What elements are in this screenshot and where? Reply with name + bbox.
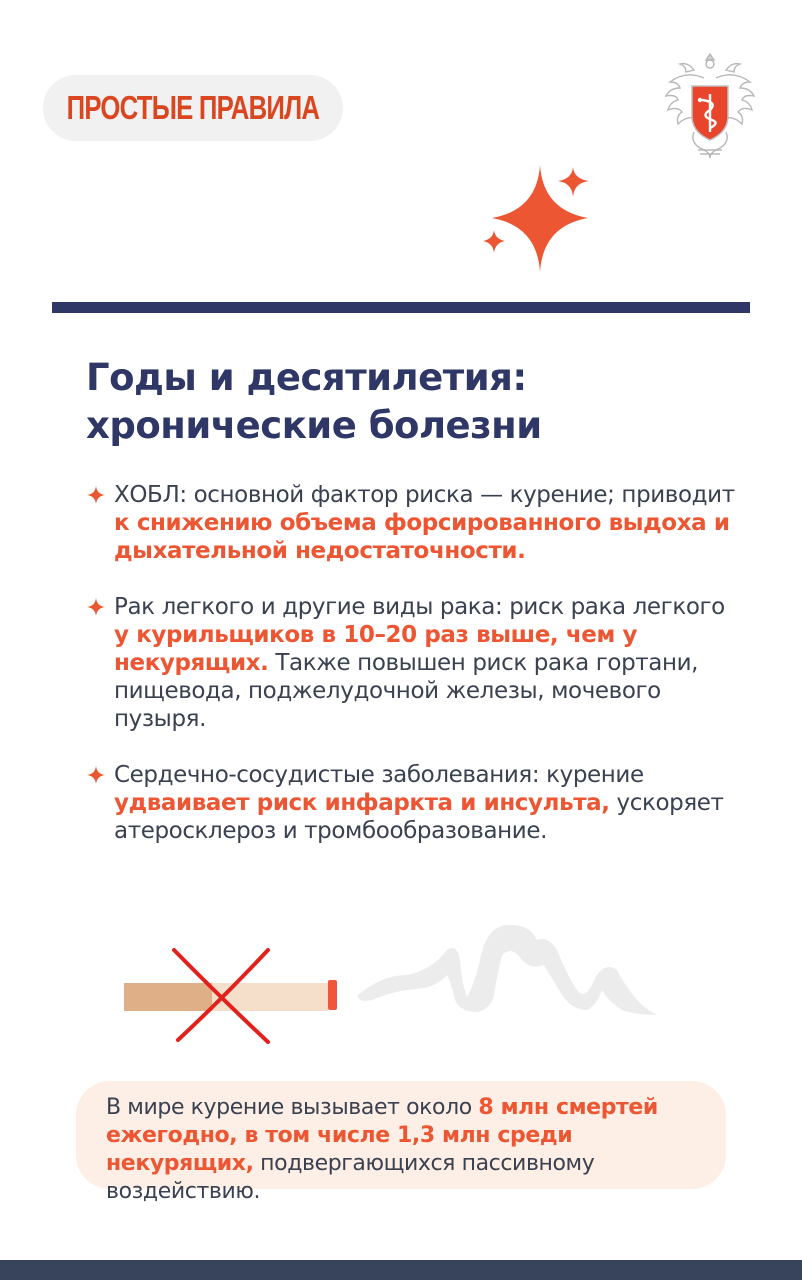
header-badge (43, 75, 343, 141)
ministry-of-health-emblem-icon (664, 50, 756, 160)
crossed-out-cigarette-icon (118, 940, 358, 1050)
smoke-icon (352, 915, 662, 1025)
title-line-1: Годы и десятилетия: (86, 356, 527, 399)
header-badge-label: ПРОСТЫЕ ПРАВИЛА (66, 89, 320, 126)
section-divider (52, 302, 750, 313)
note-text: В мире курение вызывает около 8 млн смертей ежегодно, в том числе 1,3 млн среди некурящих, подвергающихся пассивному воздействию. (106, 1095, 658, 1204)
title-line-2: хронические болезни (86, 404, 542, 447)
four-point-star-icon (86, 765, 106, 785)
bullet-text: ХОБЛ: основной фактор риска — курение; приводит к снижению объема форсированного выдоха и дыхательной недостаточности. (114, 482, 735, 564)
bullet-copd (86, 481, 736, 565)
footer-bar (0, 1260, 802, 1280)
page-title (86, 354, 726, 450)
bullet-cardiovascular (86, 761, 736, 845)
four-point-star-icon (86, 597, 106, 617)
sparkles-icon (478, 160, 598, 275)
bullet-text: Сердечно-сосудистые заболевания: курение удваивает риск инфаркта и инсульта, ускоряет атеросклероз и тромбообразование. (114, 762, 724, 844)
statistic-note (76, 1081, 726, 1204)
bullet-text: Рак легкого и другие виды рака: риск рака легкого у курильщиков в 10–20 раз выше, чем у некурящих. Также повышен риск рака гортани, пищевода, поджелудочной железы, мочевого пузыря. (114, 594, 725, 732)
four-point-star-icon (86, 485, 106, 505)
bullet-cancer (86, 593, 736, 733)
bullet-list (86, 481, 736, 873)
